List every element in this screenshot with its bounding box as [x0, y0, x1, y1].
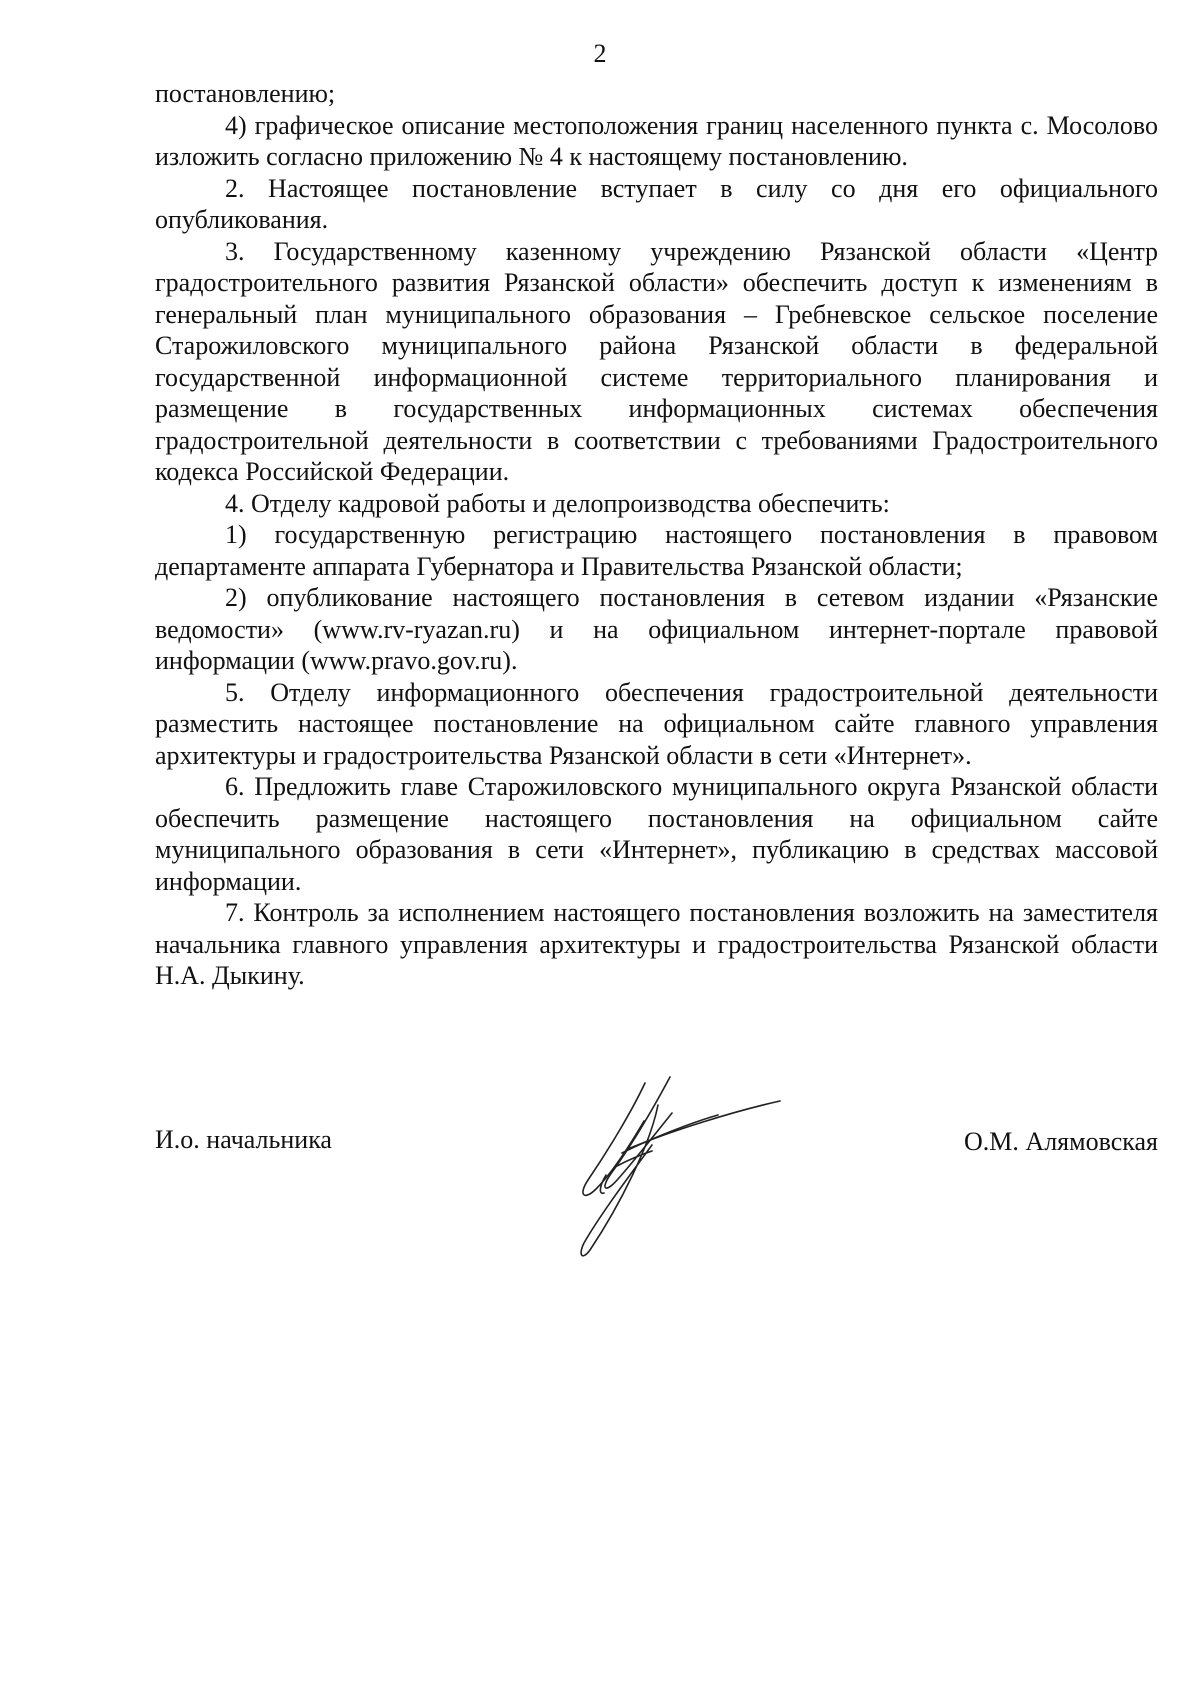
page-number: 2 [593, 39, 607, 68]
paragraph-item-4-graphic-description: 4) графическое описание местоположения границ населенного пункта с. Мосолово изложить согласно приложению № 4 к настоящему постановлению. [155, 110, 1158, 171]
paragraph-4-1-registration: 1) государственную регистрацию настоящего постановления в правовом департаменте аппарата Губернатора и Правительства Рязанской области; [155, 520, 1158, 581]
signatory-position: И.о. начальника [155, 1125, 332, 1154]
document-body [155, 78, 1158, 992]
paragraph-4-hr-department: 4. Отделу кадровой работы и делопроизводства обеспечить: [225, 488, 890, 518]
paragraph-5-information-department: 5. Отделу информационного обеспечения градостроительной деятельности разместить настоящее постановление на официальном сайте главного управления архитектуры и градостроительства Рязанской области в сети «Интернет». [155, 677, 1158, 770]
paragraph-4-2-publication: 2) опубликование настоящего постановления в сетевом издании «Рязанские ведомости» (www.rv-ryazan.ru) и на официальном интернет-портале правовой информации (www.pravo.gov.ru). [155, 583, 1158, 675]
paragraph-6-municipal-head: 6. Предложить главе Старожиловского муниципального округа Рязанской области обеспечить размещение настоящего постановления на официальном сайте муниципального образования в сети «Интернет», публикацию в средствах массовой информации. [155, 772, 1158, 896]
paragraph-2-effective-date: 2. Настоящее постановление вступает в силу со дня его официального опубликования. [155, 173, 1158, 234]
paragraph-3-access: 3. Государственному казенному учреждению Рязанской области «Центр градостроительного развития Рязанской области» обеспечить доступ к изменениям в генеральный план муниципального образования – Гребневское сельское поселение Старожиловского муниципального района Рязанской области в федеральной государственной информационной системе территориального планирования и размещение в государственных информационных системах обеспечения градостроительной деятельности в соответствии с требованиями Градостроительного кодекса Российской Федерации. [155, 236, 1158, 486]
paragraph-7-control: 7. Контроль за исполнением настоящего постановления возложить на заместителя начальника главного управления архитектуры и градостроительства Рязанской области Н.А. Дыкину. [155, 898, 1158, 990]
paragraph-continuation: постановлению; [155, 79, 336, 108]
handwritten-signature [560, 1075, 790, 1260]
signatory-name: О.М. Алямовская [964, 1127, 1158, 1156]
